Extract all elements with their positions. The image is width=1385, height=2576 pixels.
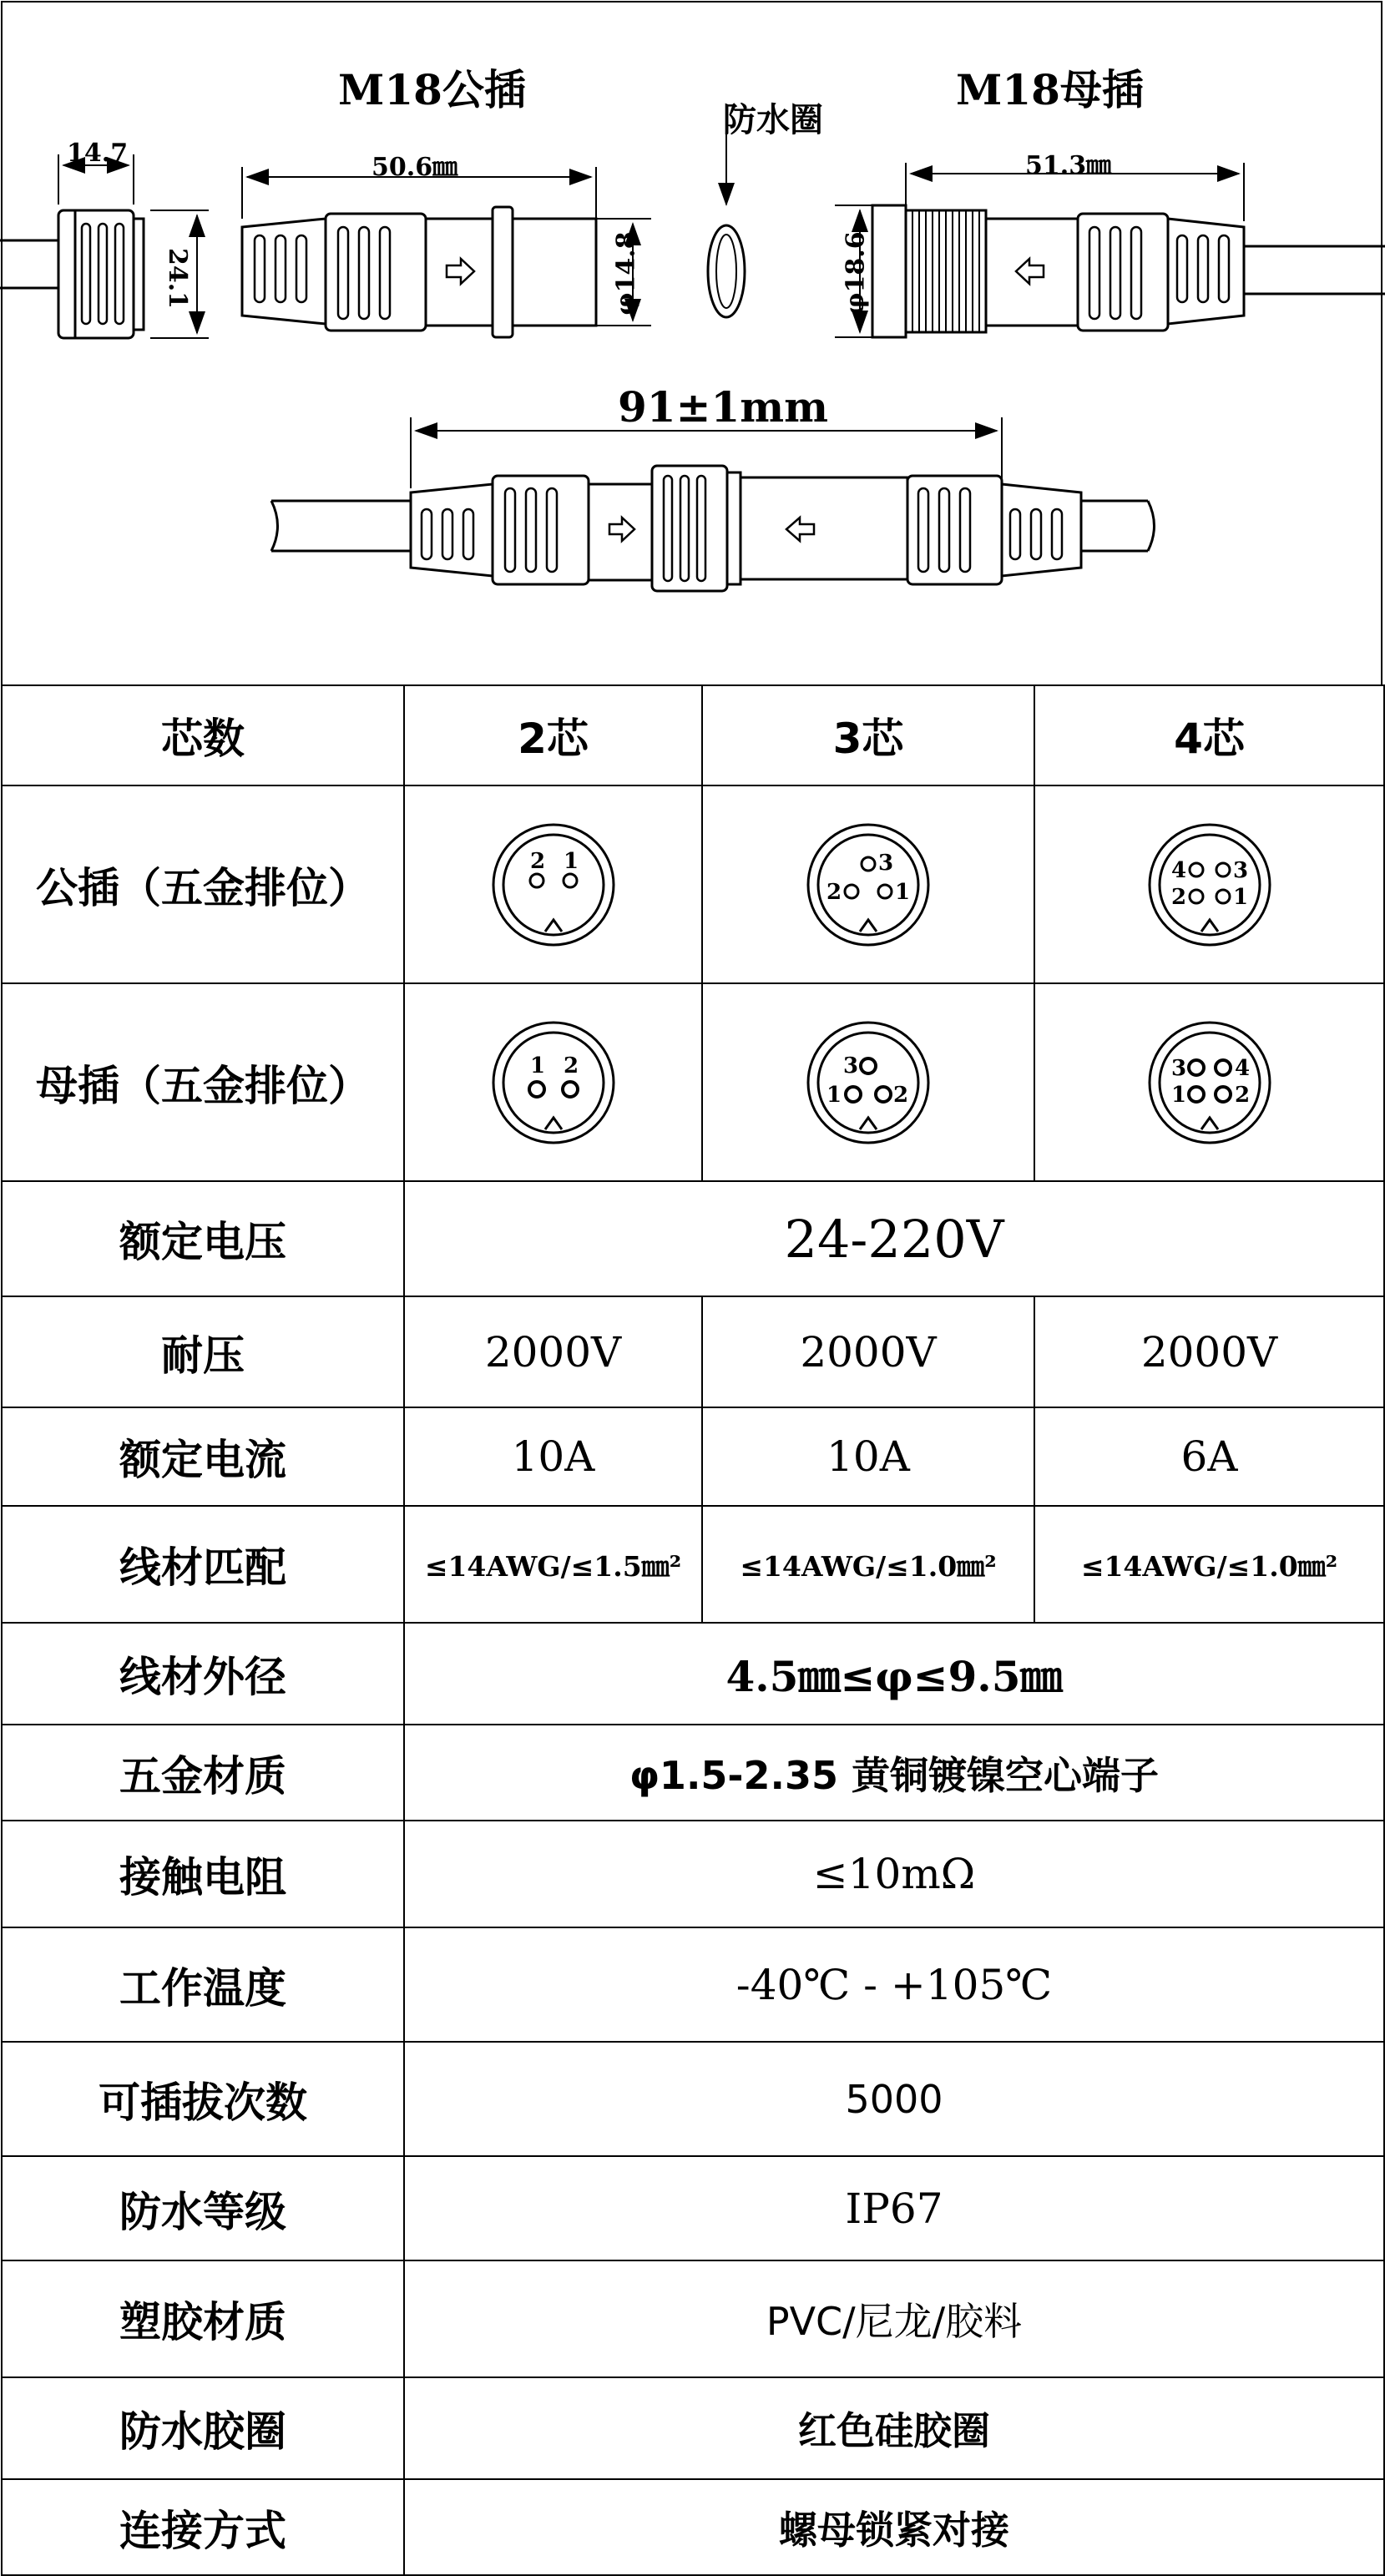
seal-value: 红色硅胶圈 — [404, 2377, 1384, 2479]
dim-male-length: 50.6㎜ — [372, 153, 458, 182]
pin-label: 2 — [1234, 1082, 1250, 1108]
rated-current-4: 6A — [1034, 1407, 1384, 1506]
temperature-value: -40℃ - +105℃ — [404, 1927, 1384, 2042]
cores-label: 芯数 — [2, 685, 404, 785]
mating-cycles-label: 可插拔次数 — [2, 2042, 404, 2156]
pin-label: 3 — [843, 1053, 859, 1078]
contact-resistance-label: 接触电阻 — [2, 1821, 404, 1927]
rated-voltage-label: 额定电压 — [2, 1181, 404, 1296]
row-withstand — [2, 1296, 1384, 1407]
spec-table — [1, 684, 1385, 2576]
connection-value: 螺母锁紧对接 — [404, 2479, 1384, 2575]
row-seal — [2, 2377, 1384, 2479]
dim-female-length: 51.3㎜ — [1025, 151, 1112, 180]
dim-nut-width: 14.7 — [67, 139, 129, 168]
pin-label: 4 — [1170, 857, 1186, 883]
metal-label: 五金材质 — [2, 1725, 404, 1821]
row-wire-od — [2, 1623, 1384, 1725]
pin-label: 2 — [529, 848, 545, 874]
row-contact-resistance — [2, 1821, 1384, 1927]
male-pinout-label: 公插（五金排位） — [2, 785, 404, 983]
row-male-pinout — [2, 785, 1384, 983]
male-pinout-4 — [1034, 785, 1384, 983]
pin-label: 3 — [1232, 857, 1248, 883]
mating-cycles-value: 5000 — [404, 2042, 1384, 2156]
contact-resistance-value: ≤10mΩ — [404, 1821, 1384, 1927]
pin-label: 1 — [895, 879, 911, 905]
wire-match-4: ≤14AWG/≤1.0㎜² — [1034, 1506, 1384, 1623]
rated-current-2: 10A — [404, 1407, 702, 1506]
pin-label: 1 — [826, 1082, 842, 1108]
wire-match-3: ≤14AWG/≤1.0㎜² — [702, 1506, 1034, 1623]
pin-label: 2 — [563, 1053, 579, 1078]
seal-label-cell: 防水胶圈 — [2, 2377, 404, 2479]
connector-drawing — [0, 0, 1385, 684]
female-pinout-2 — [404, 983, 702, 1181]
row-plastic — [2, 2260, 1384, 2377]
dim-total-length: 91±1mm — [618, 382, 829, 432]
female-pinout-label: 母插（五金排位） — [2, 983, 404, 1181]
dim-nut-height: 24.1 — [163, 247, 193, 310]
withstand-3: 2000V — [702, 1296, 1034, 1407]
row-rated-voltage — [2, 1181, 1384, 1296]
metal-value: φ1.5-2.35 黄铜镀镍空心端子 — [404, 1725, 1384, 1821]
temperature-label: 工作温度 — [2, 1927, 404, 2042]
row-rated-current — [2, 1407, 1384, 1506]
pin-label: 2 — [1170, 884, 1186, 910]
pin-label: 2 — [826, 879, 842, 905]
plastic-label: 塑胶材质 — [2, 2260, 404, 2377]
cores-2: 2芯 — [404, 685, 702, 785]
female-pinout-3 — [702, 983, 1034, 1181]
pin-label: 3 — [878, 850, 894, 876]
male-pinout-3 — [702, 785, 1034, 983]
female-pinout-4 — [1034, 983, 1384, 1181]
pin-label: 2 — [893, 1082, 909, 1108]
row-cores — [2, 685, 1384, 785]
row-female-pinout — [2, 983, 1384, 1181]
connection-label: 连接方式 — [2, 2479, 404, 2575]
wire-match-label: 线材匹配 — [2, 1506, 404, 1623]
row-metal — [2, 1725, 1384, 1821]
wire-match-2: ≤14AWG/≤1.5㎜² — [404, 1506, 702, 1623]
dim-female-diameter: φ18.6 — [841, 231, 871, 316]
pin-label: 1 — [1170, 1082, 1186, 1108]
cores-3: 3芯 — [702, 685, 1034, 785]
rated-current-label: 额定电流 — [2, 1407, 404, 1506]
seal-label: 防水圈 — [723, 100, 823, 139]
rated-voltage-value: 24-220V — [404, 1181, 1384, 1296]
pin-label: 1 — [1232, 884, 1248, 910]
withstand-4: 2000V — [1034, 1296, 1384, 1407]
cores-4: 4芯 — [1034, 685, 1384, 785]
row-mating-cycles — [2, 2042, 1384, 2156]
ip-rating-label: 防水等级 — [2, 2156, 404, 2260]
pin-label: 3 — [1170, 1055, 1186, 1081]
rated-current-3: 10A — [702, 1407, 1034, 1506]
pin-label: 1 — [563, 848, 579, 874]
wire-od-value: 4.5㎜≤φ≤9.5㎜ — [404, 1623, 1384, 1725]
male-title: M18公插 — [338, 65, 526, 114]
pin-label: 1 — [529, 1053, 545, 1078]
row-ip-rating — [2, 2156, 1384, 2260]
pin-label: 4 — [1234, 1055, 1250, 1081]
dim-male-diameter: φ14.8 — [611, 231, 641, 316]
male-pinout-2 — [404, 785, 702, 983]
row-connection — [2, 2479, 1384, 2575]
withstand-label: 耐压 — [2, 1296, 404, 1407]
row-wire-match — [2, 1506, 1384, 1623]
row-temperature — [2, 1927, 1384, 2042]
ip-rating-value: IP67 — [404, 2156, 1384, 2260]
withstand-2: 2000V — [404, 1296, 702, 1407]
female-title: M18母插 — [956, 65, 1144, 114]
plastic-value: PVC/尼龙/胶料 — [404, 2260, 1384, 2377]
wire-od-label: 线材外径 — [2, 1623, 404, 1725]
